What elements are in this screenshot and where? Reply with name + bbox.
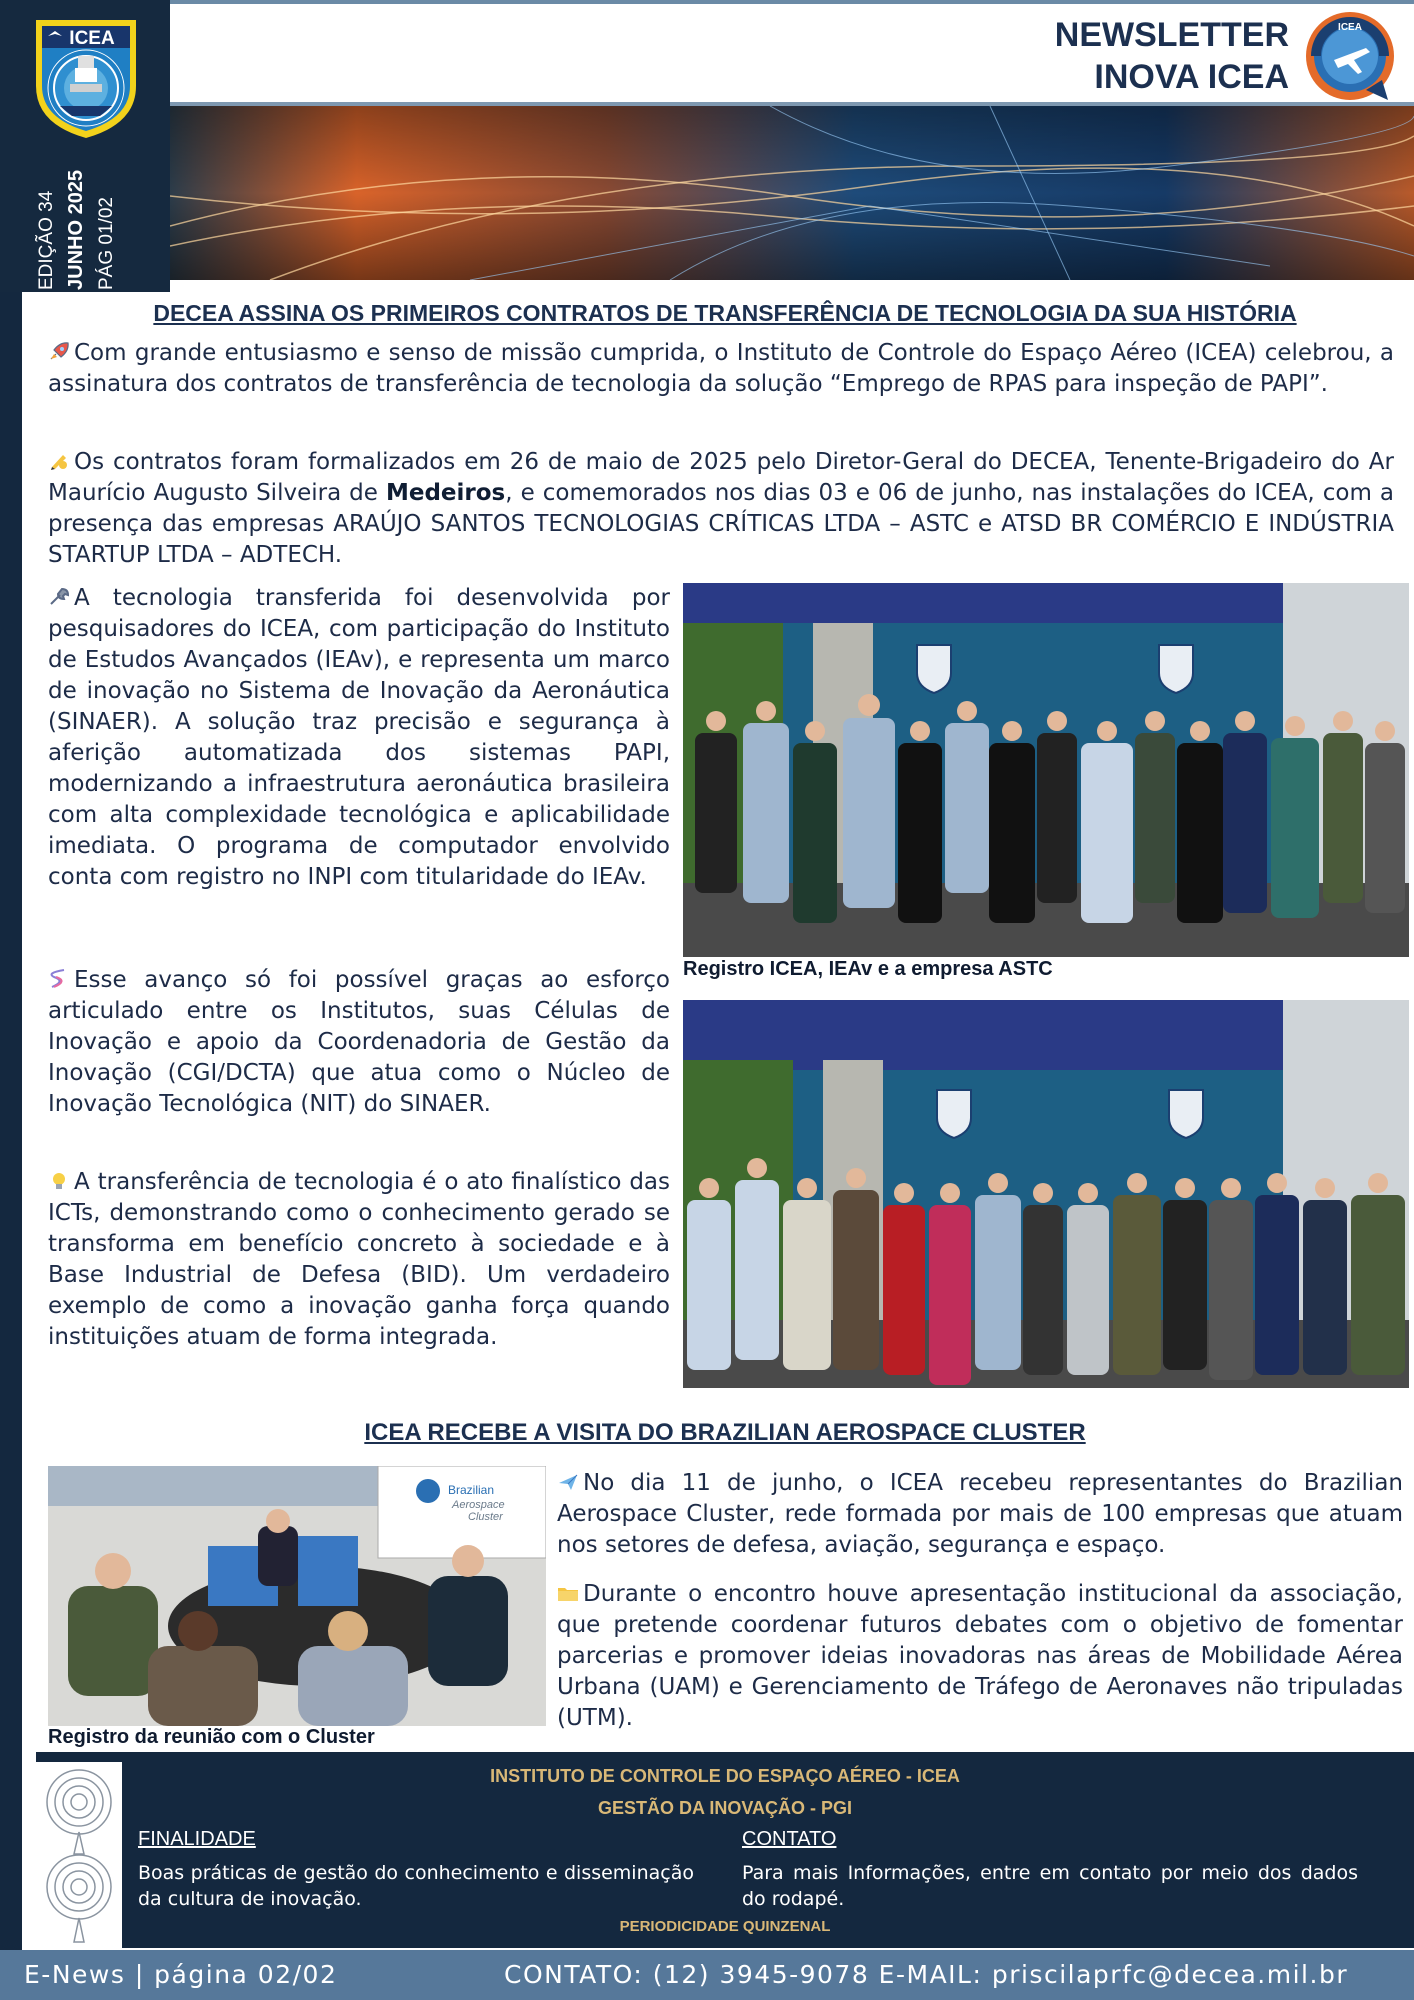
article1-paragraph-2 — [48, 447, 1394, 571]
page-footer-label: E-News | página 02/02 — [24, 1960, 338, 1989]
rocket-icon — [48, 342, 70, 362]
group-photo-2 — [683, 1000, 1409, 1388]
left-side-band — [0, 0, 22, 1950]
writing-hand-icon — [48, 451, 70, 471]
article2-title: ICEA RECEBE A VISITA DO BRAZILIAN AEROSPACE CLUSTER — [364, 1419, 1086, 1446]
article1-paragraph-3 — [48, 583, 670, 893]
cluster-meeting-photo — [48, 1466, 546, 1726]
footer-institute: INSTITUTO DE CONTROLE DO ESPAÇO AÉREO - ICEA — [490, 1766, 960, 1786]
footer-department: GESTÃO DA INOVAÇÃO - PGI — [597, 1798, 852, 1818]
contact-info: CONTATO: (12) 3945-9078 E-MAIL: priscilaprfc@decea.mil.br — [504, 1960, 1349, 1989]
svg-text:Brazilian: Brazilian — [448, 1483, 495, 1497]
edition-column — [0, 0, 170, 292]
edition-date: JUNHO 2025 — [65, 169, 87, 290]
contact-text: Para mais Informações, entre em contato por meio dos dados do rodapé. — [742, 1862, 1358, 1910]
purpose-heading: FINALIDADE — [138, 1828, 256, 1850]
footer-periodicity: PERIODICIDADE QUINZENAL — [619, 1918, 831, 1935]
article1-p3-text: A tecnologia transferida foi desenvolvida por pesquisadores do ICEA, com participação do Instituto de Estudos Avançados (IEAv), e representa um marco de inovação no Sistema de Inovação da Aeronáutica (SINAER). A solução traz precisão e segurança à aferição automatizada dos sistemas PAPI, modernizando a infraestrutura aeronáutica brasileira com alta complexidade tecnológica e aplicabilidade imediata. O programa de computador envolvido conta com registro no INPI com titularidade do IEAv. — [48, 585, 670, 890]
svg-text:Cluster: Cluster — [468, 1511, 503, 1523]
wrench-icon — [48, 587, 70, 607]
icea-logo — [30, 16, 142, 142]
article1-p1-text: Com grande entusiasmo e senso de missão cumprida, o Instituto de Controle do Espaço Aéreo (ICEA) celebrou, a assinatura dos contratos de transferência de tecnologia da solução “Emprego de RPAS para inspeção de PAPI”. — [48, 340, 1394, 397]
airplane-icon — [557, 1472, 579, 1492]
bottom-contact-bar — [0, 1950, 1414, 2000]
purpose-text: Boas práticas de gestão do conhecimento e disseminação da cultura de inovação. — [138, 1862, 694, 1910]
cluster-photo-caption: Registro da reunião com o Cluster — [48, 1726, 375, 1748]
title-line-1: NEWSLETTER — [1054, 16, 1289, 54]
footer — [36, 1752, 1414, 1948]
article2-paragraph-2 — [557, 1579, 1403, 1734]
article1-paragraph-5 — [48, 1167, 670, 1353]
article2-paragraph-1 — [557, 1468, 1403, 1561]
article1-title: DECEA ASSINA OS PRIMEIROS CONTRATOS DE TRANSFERÊNCIA DE TECNOLOGIA DA SUA HISTÓRIA — [153, 300, 1297, 326]
innovation-badge-logo — [1304, 10, 1396, 102]
article2-p1-text: No dia 11 de junho, o ICEA recebeu representantes do Brazilian Aerospace Cluster, rede formada por mais de 100 empresas que atuam nos setores de defesa, aviação, segurança e espaço. — [557, 1470, 1403, 1558]
dna-icon — [48, 969, 70, 989]
edition-number: EDIÇÃO 34 — [36, 190, 57, 290]
signal-waves-icon — [36, 1762, 122, 1948]
group-photo-1 — [683, 583, 1409, 957]
newsletter-title — [1055, 14, 1289, 98]
svg-text:ICEA: ICEA — [69, 28, 115, 49]
article1-p2-text-a: Os contratos foram formalizados em 26 de maio de 2025 pelo Diretor-Geral do DECEA, Tenente-Brigadeiro do Ar Maurício Augusto Silveira de — [48, 449, 1394, 506]
article1-p5-text: A transferência de tecnologia é o ato finalístico das ICTs, demonstrando como o conhecimento gerado se transforma em benefício concreto à sociedade e à Base Industrial de Defesa (BID). Um verdadeiro exemplo de como a inovação ganha força quando instituições atuam de forma integrada. — [48, 1169, 670, 1350]
article1-p4-text: Esse avanço só foi possível graças ao esforço articulado entre os Institutos, suas Células de Inovação e apoio da Coordenadoria de Gestão da Inovação (CGI/DCTA) que atua como o Núcleo de Inovação Tecnológica (NIT) do SINAER. — [48, 967, 670, 1117]
page-indicator: PÁG 01/02 — [96, 197, 117, 290]
light-bulb-icon — [48, 1171, 70, 1191]
svg-text:ICEA: ICEA — [1338, 22, 1362, 33]
people-group — [695, 718, 1405, 923]
contact-heading: CONTATO — [742, 1828, 837, 1850]
article1-p2-bold: Medeiros — [385, 480, 506, 506]
article1-paragraph-4 — [48, 965, 670, 1120]
header — [170, 0, 1414, 102]
folder-icon — [557, 1583, 579, 1603]
header-banner-image — [170, 106, 1414, 280]
svg-text:Aerospace: Aerospace — [452, 1499, 505, 1511]
article2-p2-text: Durante o encontro houve apresentação institucional da associação, que pretende coordenar futuros debates com o objetivo de fomentar parcerias e promover ideias inovadoras nas áreas de Mobilidade Aérea Urbana (UAM) e Gerenciamento de Tráfego de Aeronaves não tripuladas (UTM). — [557, 1581, 1403, 1731]
edition-info — [38, 150, 138, 290]
title-line-2: INOVA ICEA — [1094, 58, 1289, 96]
photo-1-caption: Registro ICEA, IEAv e a empresa ASTC — [683, 958, 1053, 980]
article1-paragraph-1 — [48, 338, 1394, 400]
article1-p2-text-b: , e comemorados nos dias 03 e 06 de junho, nas instalações do ICEA, com a presença das empresas ARAÚJO SANTOS TECNOLOGIAS CRÍTICAS LTDA – ASTC e ATSD BR COMÉRCIO E INDÚSTRIA STARTUP LTDA – ADTECH. — [48, 480, 1395, 568]
